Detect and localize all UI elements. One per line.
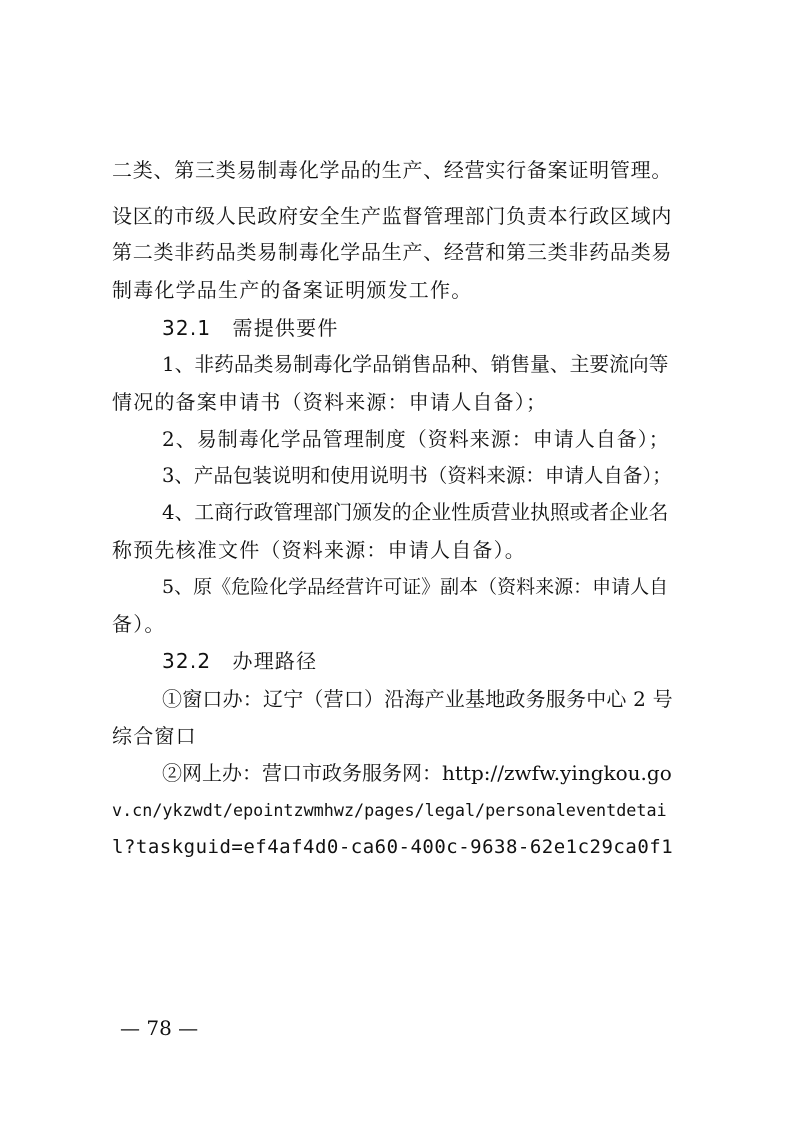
online-route-url-line-3: l?taskguid=ef4af4d0-ca60-400c-9638-62e1c29ca0f1 [112, 836, 674, 858]
window-route-line-1: ①窗口办：辽宁（营口）沿海产业基地政务服务中心 2 号 [162, 687, 673, 711]
requirement-item-4-cont: 称预先核准文件（资料来源：申请人自备）。 [112, 538, 526, 562]
requirement-item-1: 1、非药品类易制毒化学品销售品种、销售量、主要流向等 [162, 353, 669, 376]
section-32-1-heading: 32.1 需提供要件 [162, 316, 339, 340]
requirement-item-2: 2、易制毒化学品管理制度（资料来源：申请人自备）； [162, 427, 670, 451]
requirement-item-4: 4、工商行政管理部门颁发的企业性质营业执照或者企业名 [162, 501, 669, 524]
requirement-item-5: 5、原《危险化学品经营许可证》副本（资料来源：申请人自 [162, 576, 669, 598]
window-route-line-2: 综合窗口 [112, 724, 197, 748]
intro-line-4: 制毒化学品生产的备案证明颁发工作。 [112, 278, 473, 302]
intro-line-2: 设区的市级人民政府安全生产监督管理部门负责本行政区域内 [112, 204, 672, 228]
online-route-line-1: ②网上办：营口市政务服务网：http://zwfw.yingkou.go [162, 761, 672, 785]
requirement-item-3: 3、产品包装说明和使用说明书（资料来源：申请人自备）； [162, 464, 672, 487]
page-number: — 78 — [120, 1016, 199, 1040]
requirement-item-5-cont: 备）。 [112, 612, 166, 636]
intro-line-3: 第二类非药品类易制毒化学品生产、经营和第三类非药品类易 [112, 240, 672, 264]
online-route-url-line-2: v.cn/ykzwdt/epointzwmhwz/pages/legal/personaleventdetai [112, 800, 667, 820]
intro-line-1: 二类、第三类易制毒化学品的生产、经营实行备案证明管理。 [112, 158, 672, 182]
section-32-2-heading: 32.2 办理路径 [162, 649, 318, 673]
requirement-item-1-cont: 情况的备案申请书（资料来源：申请人自备）； [112, 390, 548, 414]
